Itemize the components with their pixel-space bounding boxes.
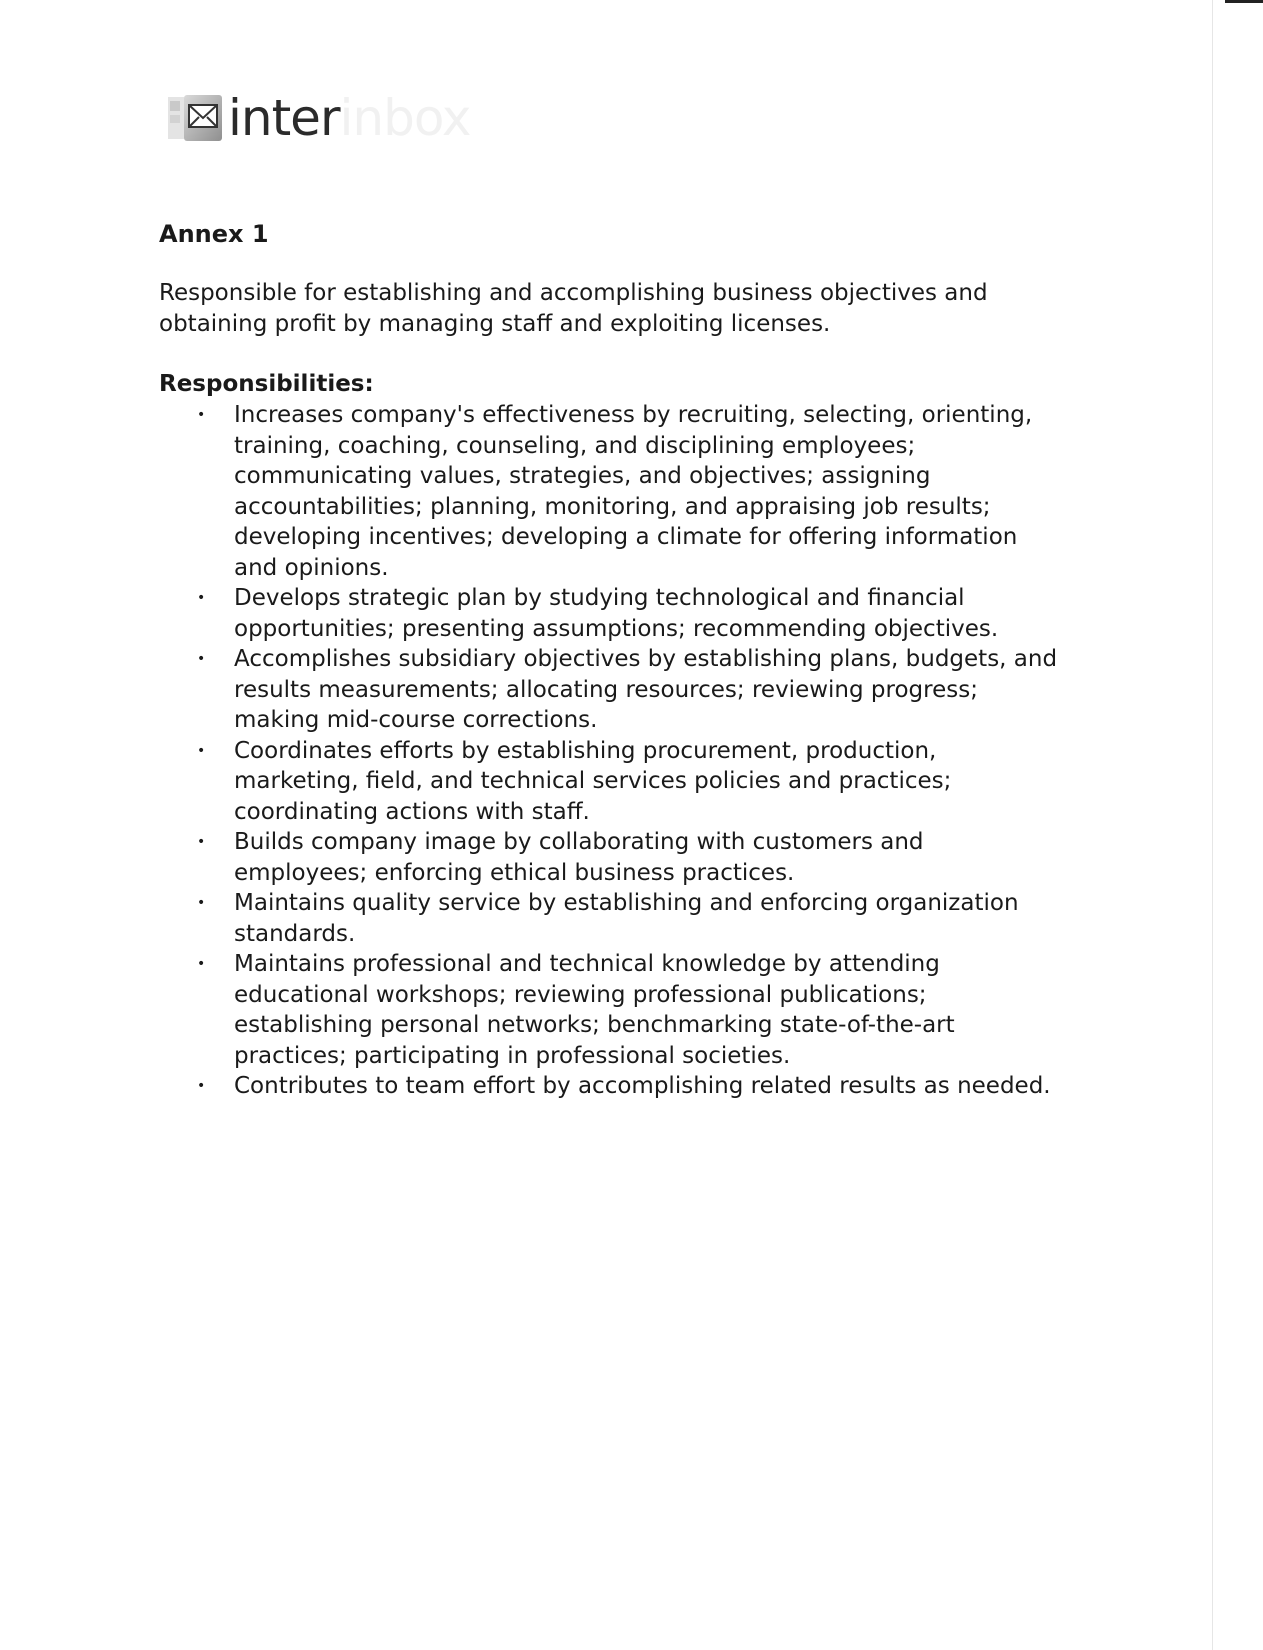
list-item-text: Develops strategic plan by studying technological and financial opportunities; presenting assumptions; recommending objectives. (234, 585, 999, 642)
list-item-text: Contributes to team effort by accomplishing related results as needed. (234, 1073, 1051, 1099)
list-item (159, 827, 1059, 888)
company-logo (166, 88, 470, 148)
intro-paragraph: Responsible for establishing and accomplishing business objectives and obtaining profit by managing staff and exploiting licenses. (159, 280, 988, 337)
list-item-text: Maintains professional and technical knowledge by attending educational workshops; reviewing professional publications; establishing personal networks; benchmarking state-of-the-art practices; participating in professional societies. (234, 951, 955, 1069)
bullet-icon: • (197, 651, 206, 667)
bullet-icon: • (197, 956, 206, 972)
page-edge-line (1212, 0, 1213, 1650)
list-item-text: Increases company's effectiveness by recruiting, selecting, orienting, training, coaching, counseling, and disciplining employees; communicating values, strategies, and objectives; assigning accountabilities; planning, monitoring, and appraising job results; developing incentives; developing a climate for offering information and opinions. (234, 402, 1033, 581)
list-item (159, 888, 1059, 949)
list-item-text: Accomplishes subsidiary objectives by establishing plans, budgets, and results measurements; allocating resources; reviewing progress; making mid-course corrections. (234, 646, 1058, 733)
scan-corner-mark (1225, 0, 1263, 3)
annex-title: Annex 1 (159, 220, 269, 248)
list-item (159, 583, 1059, 644)
logo-text-inter: inter (228, 89, 340, 147)
bullet-icon: • (197, 895, 206, 911)
list-item (159, 949, 1059, 1071)
list-item (159, 736, 1059, 828)
responsibilities-list (159, 400, 1059, 1102)
responsibilities-heading: Responsibilities: (159, 371, 374, 397)
logo-text-inbox: inbox (339, 89, 471, 147)
envelope-icon (166, 89, 224, 147)
bullet-icon: • (197, 590, 206, 606)
list-item (159, 1071, 1059, 1102)
list-item-text: Maintains quality service by establishing and enforcing organization standards. (234, 890, 1019, 947)
bullet-icon: • (197, 834, 206, 850)
list-item-text: Coordinates efforts by establishing procurement, production, marketing, field, and technical services policies and practices; coordinating actions with staff. (234, 737, 952, 825)
document-body (159, 216, 1059, 1102)
list-item (159, 644, 1059, 736)
list-item-text: Builds company image by collaborating with customers and employees; enforcing ethical business practices. (234, 829, 924, 886)
bullet-icon: • (197, 407, 206, 423)
bullet-icon: • (197, 1078, 206, 1094)
list-item (159, 400, 1059, 583)
bullet-icon: • (197, 742, 206, 759)
